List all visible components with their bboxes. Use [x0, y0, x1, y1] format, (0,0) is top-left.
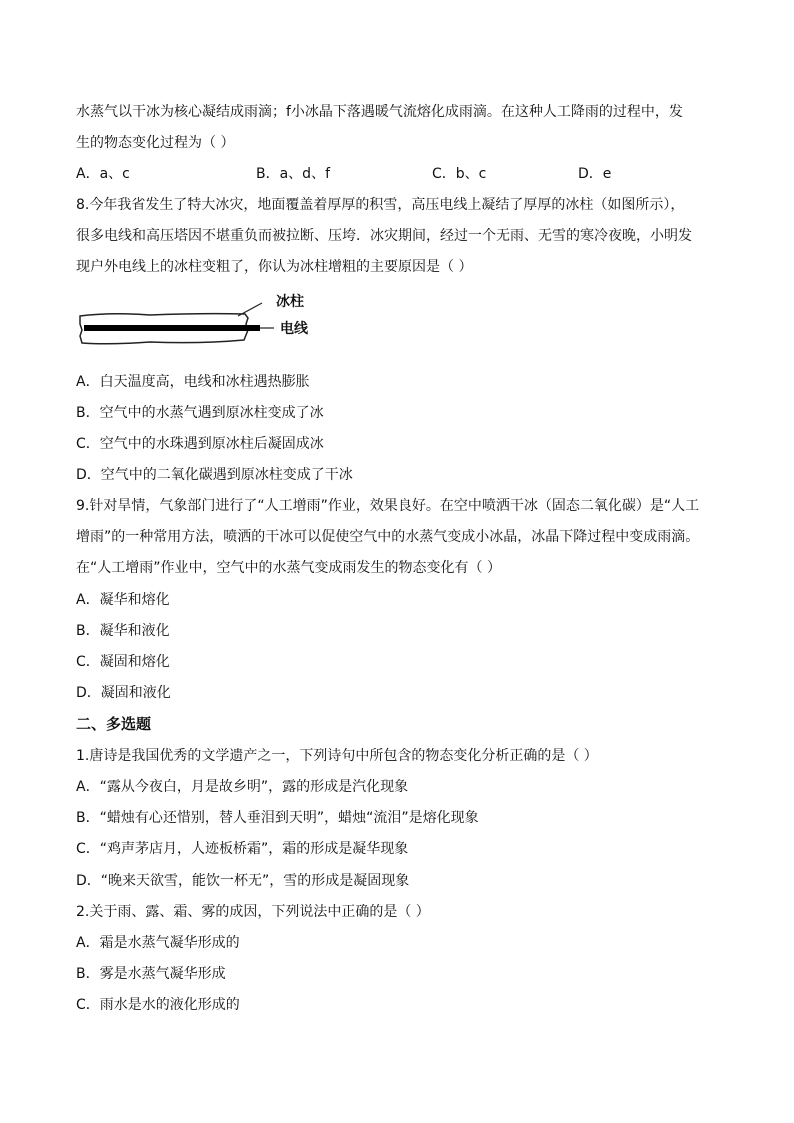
- q7-text-line-1: 水蒸气以干冰为核心凝结成雨滴；f小冰晶下落遇暖气流熔化成雨滴。在这种人工降雨的过程中，发: [76, 104, 683, 120]
- q9-text-line-3: 在“人工增雨”作业中，空气中的水蒸气变成雨发生的物态变化有（ ）: [76, 560, 501, 576]
- figure-label-wire: 电线: [280, 321, 308, 337]
- ice-leader-line: [238, 303, 262, 316]
- q7-option-a[interactable]: A．a、c: [76, 166, 130, 182]
- ice-wire-figure: [70, 288, 350, 360]
- wire-bar: [84, 325, 260, 331]
- q8-text-line-3: 现户外电线上的冰柱变粗了，你认为冰柱增粗的主要原因是（ ）: [76, 259, 473, 275]
- q7-option-d[interactable]: D．e: [578, 166, 612, 182]
- q9-option-c[interactable]: C．凝固和熔化: [76, 654, 170, 670]
- m1-text-line-1: 1.唐诗是我国优秀的文学遗产之一，下列诗句中所包含的物态变化分析正确的是（ ）: [76, 748, 598, 764]
- q8-option-d[interactable]: D．空气中的二氧化碳遇到原冰柱变成了干冰: [76, 467, 353, 483]
- m1-option-d[interactable]: D．“晚来天欲雪，能饮一杯无”，雪的形成是凝固现象: [76, 873, 410, 889]
- q7-text-line-2: 生的物态变化过程为（ ）: [76, 135, 235, 151]
- q8-option-a[interactable]: A．白天温度高，电线和冰柱遇热膨胀: [76, 374, 310, 390]
- m2-option-a[interactable]: A．霜是水蒸气凝华形成的: [76, 935, 240, 951]
- q8-option-b[interactable]: B．空气中的水蒸气遇到原冰柱变成了冰: [76, 405, 324, 421]
- q9-option-b[interactable]: B．凝华和液化: [76, 623, 170, 639]
- m1-option-b[interactable]: B．“蜡烛有心还惜别，替人垂泪到天明”，蜡烛“流泪”是熔化现象: [76, 810, 479, 826]
- figure-label-ice: 冰柱: [276, 294, 304, 310]
- m1-option-c[interactable]: C．“鸡声茅店月，人迹板桥霜”，霜的形成是凝华现象: [76, 841, 409, 857]
- q8-option-c[interactable]: C．空气中的水珠遇到原冰柱后凝固成冰: [76, 436, 324, 452]
- q8-text-line-2: 很多电线和高压塔因不堪重负而被拉断、压垮．冰灾期间，经过一个无雨、无雪的寒冷夜晚，小明发: [76, 228, 692, 244]
- q7-option-b[interactable]: B．a、d、f: [256, 166, 330, 182]
- q8-text-line-1: 8.今年我省发生了特大冰灾，地面覆盖着厚厚的积雪，高压电线上凝结了厚厚的冰柱（如图所示），: [76, 197, 685, 213]
- q9-text-line-1: 9.针对旱情，气象部门进行了“人工增雨”作业，效果良好。在空中喷洒干冰（固态二氧化碳）是“人工: [76, 498, 700, 514]
- q7-option-c[interactable]: C．b、c: [432, 166, 487, 182]
- q9-text-line-2: 增雨”的一种常用方法，喷洒的干冰可以促使空气中的水蒸气变成小冰晶，冰晶下降过程中变成雨滴。: [76, 529, 700, 545]
- q9-option-a[interactable]: A．凝华和熔化: [76, 592, 170, 608]
- ice-wire-diagram: [70, 288, 350, 360]
- m1-option-a[interactable]: A．“露从今夜白，月是故乡明”，露的形成是汽化现象: [76, 779, 409, 795]
- section-heading-multiple-choice: 二、多选题: [76, 715, 152, 733]
- q9-option-d[interactable]: D．凝固和液化: [76, 685, 171, 701]
- m2-option-b[interactable]: B．雾是水蒸气凝华形成: [76, 966, 226, 982]
- m2-option-c[interactable]: C．雨水是水的液化形成的: [76, 997, 240, 1013]
- m2-text-line-1: 2.关于雨、露、霜、雾的成因，下列说法中正确的是（ ）: [76, 904, 430, 920]
